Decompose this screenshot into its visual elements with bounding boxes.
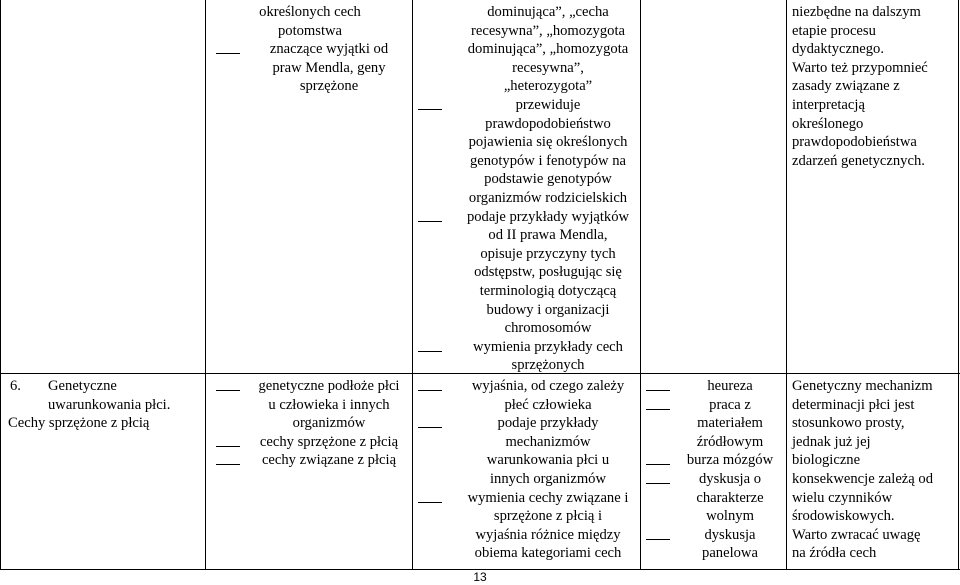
list-item: [210, 433, 410, 452]
list-item: [412, 338, 646, 375]
text-line: recesywna”,: [512, 59, 584, 76]
text-line: panelowa: [702, 545, 758, 562]
text-line: heureza: [707, 378, 753, 394]
bottom-row-methods-cell: [640, 377, 782, 563]
table-border-right: [958, 0, 959, 570]
list-item: [210, 377, 410, 433]
text-line: środowiskowych.: [792, 508, 895, 525]
text-line: mechanizmów: [505, 433, 591, 450]
text-line: chromosomów: [504, 320, 592, 337]
text-line: opisuje przyczyny tych: [480, 245, 616, 262]
text-line: wymienia przykłady cech: [473, 338, 623, 355]
text-line: Genetyczny mechanizm: [792, 378, 933, 394]
text-line: praca z: [709, 396, 751, 413]
text-line: określonych cech: [259, 4, 361, 20]
text-line: interpretacją: [792, 96, 865, 113]
text-line: wyjaśnia różnice między: [475, 526, 621, 543]
text-line: determinacji płci jest: [792, 396, 915, 413]
text-line: terminologią dotyczącą: [479, 282, 617, 299]
text-line: Warto zwracać uwagę: [792, 526, 921, 543]
table-border-left: [0, 0, 1, 570]
text-line: sprzężone z płcią i: [493, 508, 603, 525]
top-row-notes-cell: [792, 3, 958, 170]
text-line: „heterozygota”: [503, 78, 593, 95]
list-item: [412, 208, 646, 338]
text-line: wielu czynników: [792, 489, 893, 506]
text-line: genetyczne podłoże płci: [258, 378, 400, 394]
content-list: [210, 40, 410, 96]
text-line: podaje przykłady: [497, 415, 599, 432]
text-line: dyskusja o: [698, 470, 762, 487]
text-line: na źródła cech: [792, 545, 877, 562]
text-line: praw Mendla, geny: [272, 59, 386, 76]
text-line: materiałem: [697, 415, 763, 432]
list-item: [210, 451, 410, 470]
text-line: znaczące wyjątki od: [269, 41, 389, 58]
text-line: jednak już jej: [792, 433, 871, 450]
list-item: [640, 396, 782, 452]
text-line: odstępstw, posługując się: [474, 264, 622, 281]
bottom-row-notes-cell: [792, 377, 958, 563]
list-item: [640, 377, 782, 396]
topic-line: Cechy sprzężone z płcią: [8, 415, 150, 432]
text-line: zasady związane z: [792, 78, 900, 95]
text-line: dominująca”, „homozygota: [467, 41, 629, 58]
text-line: pojawienia się określonych: [468, 134, 628, 151]
list-item: [412, 489, 646, 563]
text-line: u człowieka i innych: [268, 396, 390, 413]
text-line: obiema kategoriami cech: [474, 545, 622, 562]
text-line: podaje przykłady wyjątków: [466, 208, 630, 225]
list-item: [640, 451, 782, 470]
lesson-number: 6.: [10, 378, 21, 394]
text-line: etapie procesu: [792, 22, 876, 39]
topic-line: uwarunkowania płci.: [48, 396, 171, 413]
text-line: genotypów i fenotypów na: [469, 152, 627, 169]
top-row-content-cell: [210, 3, 410, 96]
text-line: prawdopodobieństwo: [485, 115, 611, 132]
page-number: 13: [473, 570, 487, 584]
text-line: cechy związane z płcią: [261, 452, 397, 469]
table-column-divider: [205, 0, 206, 570]
text-line: niezbędne na dalszym: [792, 4, 921, 20]
list-item: [210, 40, 410, 96]
text-line: przewiduje: [515, 96, 581, 113]
text-line: dyskusja: [704, 526, 756, 543]
table-column-divider: [786, 0, 787, 570]
list-item: [412, 3, 646, 96]
text-line: zdarzeń genetycznych.: [792, 152, 925, 169]
text-line: sprzężone: [299, 78, 359, 95]
top-row-requirements-cell: [412, 3, 646, 375]
text-line: dominująca”, „cecha: [487, 4, 609, 20]
text-line: budowy i organizacji: [486, 301, 610, 318]
list-item: [412, 96, 646, 208]
text-line: organizmów rodzicielskich: [468, 189, 628, 206]
text-line: cechy sprzężone z płcią: [259, 433, 399, 450]
text-line: źródłowym: [696, 433, 764, 450]
bottom-row-content-cell: [210, 377, 410, 470]
text-line: Warto też przypomnieć: [792, 59, 928, 76]
text-line: biologiczne: [792, 452, 861, 469]
text-line: stosunkowo prosty,: [792, 415, 905, 432]
bottom-row-requirements-cell: [412, 377, 646, 563]
text-line: wymienia cechy związane i: [467, 489, 629, 506]
text-line: prawdopodobieństwa: [792, 134, 917, 151]
text-line: dydaktycznego.: [792, 41, 884, 58]
text-line: wyjaśnia, od czego zależy: [471, 378, 625, 394]
text-line: sprzężonych: [511, 357, 585, 374]
topic-line: Genetyczne: [48, 378, 117, 394]
text-line: warunkowania płci u: [486, 452, 610, 469]
text-line: recesywna”, „homozygota: [471, 22, 625, 39]
list-item: [412, 377, 646, 414]
text-line: organizmów: [292, 415, 366, 432]
text-line: określonego: [792, 115, 864, 132]
list-item: [640, 526, 782, 563]
text-line: charakterze: [696, 489, 764, 506]
text-line: burza mózgów: [686, 452, 774, 469]
text-line: płeć człowieka: [504, 396, 592, 413]
text-line: podstawie genotypów: [484, 171, 612, 188]
list-item: [412, 414, 646, 488]
lesson-topic-cell: [4, 377, 204, 433]
text-line: potomstwa: [277, 22, 343, 39]
text-line: konsekwencje zależą od: [792, 470, 933, 487]
lesson-topic: [8, 377, 204, 433]
text-line: wolnym: [706, 508, 754, 525]
list-item: [640, 470, 782, 526]
text-line: innych organizmów: [489, 470, 607, 487]
text-line: od II prawa Mendla,: [488, 227, 608, 244]
